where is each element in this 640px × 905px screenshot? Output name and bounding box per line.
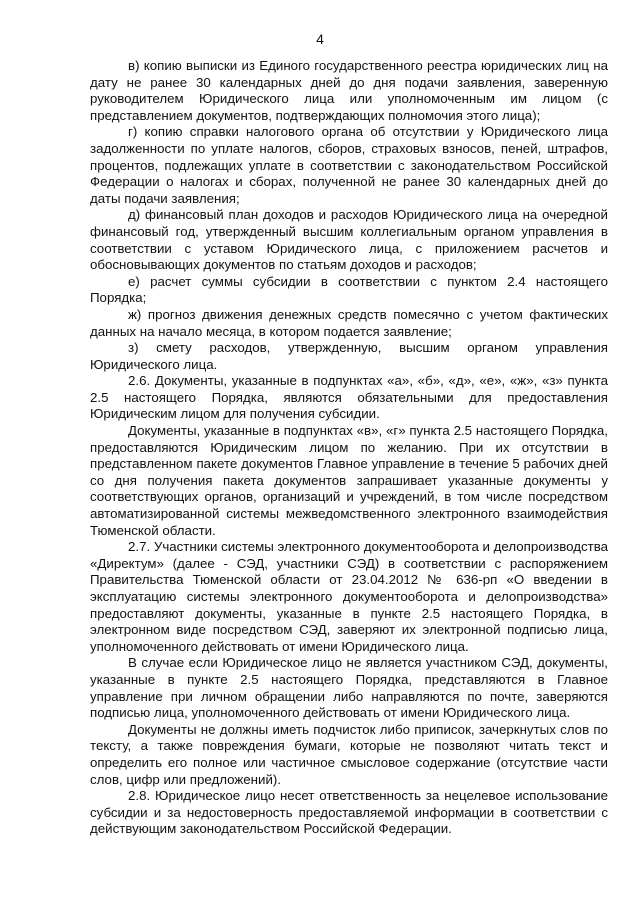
subitem-v: в) копию выписки из Единого государственного реестра юридических лиц на дату не ранее 30 календарных дней до дня подачи заявления, заверенную руководителем Юридического лица или уполномоченным им лицом (с представлением документов, подтверждающих полномочия этого лица); [90, 58, 608, 123]
page-number: 4 [316, 31, 324, 47]
clause-2-7-non-participant: В случае если Юридическое лицо не является участником СЭД, документы, указанные в пункте 2.5 настоящего Порядка, представляются в Главное управление при личном обращении либо направляются по почте, заверяются подписью лица, уполномоченного действовать от имени Юридического лица. [90, 655, 608, 721]
subitem-g: г) копию справки налогового органа об отсутствии у Юридического лица задолженности по уплате налогов, сборов, страховых взносов, пеней, штрафов, процентов, подлежащих уплате в соответствии с законодательством Российской Федерации о налогах и сборах, полученной не ранее 30 календарных дней до даты подачи заявления; [90, 124, 608, 206]
clause-2-6-continuation: Документы, указанные в подпунктах «в», «г» пункта 2.5 настоящего Порядка, предоставляются Юридическим лицом по желанию. При их отсутствии в представленном пакете документов Главное управление в течение 5 рабочих дней со дня получения пакета документов запрашивает указанные документы у соответствующих органов, организаций и учреждений, в том числе посредством автоматизированной системы межведомственного электронного взаимодействия Тюменской области. [90, 423, 608, 538]
clause-2-7: 2.7. Участники системы электронного документооборота и делопроизводства «Директум» (далее - СЭД, участники СЭД) в соответствии с распоряжением Правительства Тюменской области от 23.04.2012 № 636-рп «О введении в эксплуатацию системы электронного документооборота и делопроизводства» предоставляют документы, указанные в пункте 2.5 настоящего Порядка, в электронном виде посредством СЭД, заверяют их электронной подписью лица, уполномоченного действовать от имени Юридического лица. [90, 539, 609, 654]
clause-2-6: 2.6. Документы, указанные в подпунктах «а», «б», «д», «е», «ж», «з» пункта 2.5 настоящего Порядка, являются обязательными для предоставления Юридическим лицом для получения субсидии. [90, 373, 608, 422]
document-body [90, 58, 608, 838]
subitem-z: з) смету расходов, утвержденную, высшим органом управления Юридического лица. [90, 340, 608, 372]
subitem-e: е) расчет суммы субсидии в соответствии с пунктом 2.4 настоящего Порядка; [90, 273, 608, 306]
subitem-d: д) финансовый план доходов и расходов Юридического лица на очередной финансовый год, утвержденный высшим коллегиальным органом управления в соответствии с уставом Юридического лица, с приложением расчетов и обосновывающих документов по статьям доходов и расходов; [90, 207, 608, 273]
subitem-zh: ж) прогноз движения денежных средств помесячно с учетом фактических данных на начало месяца, в котором подается заявление; [90, 306, 608, 339]
clause-2-7-document-requirements: Документы не должны иметь подчисток либо приписок, зачеркнутых слов по тексту, а также повреждения бумаги, которые не позволяют читать текст и определить его полное или частичное смысловое содержание (отсутствие части слов, цифр или предложений). [90, 721, 608, 787]
clause-2-8: 2.8. Юридическое лицо несет ответственность за нецелевое использование субсидии и за недостоверность предоставляемой информации в соответствии с действующим законодательством Российской Федерации. [90, 788, 608, 837]
